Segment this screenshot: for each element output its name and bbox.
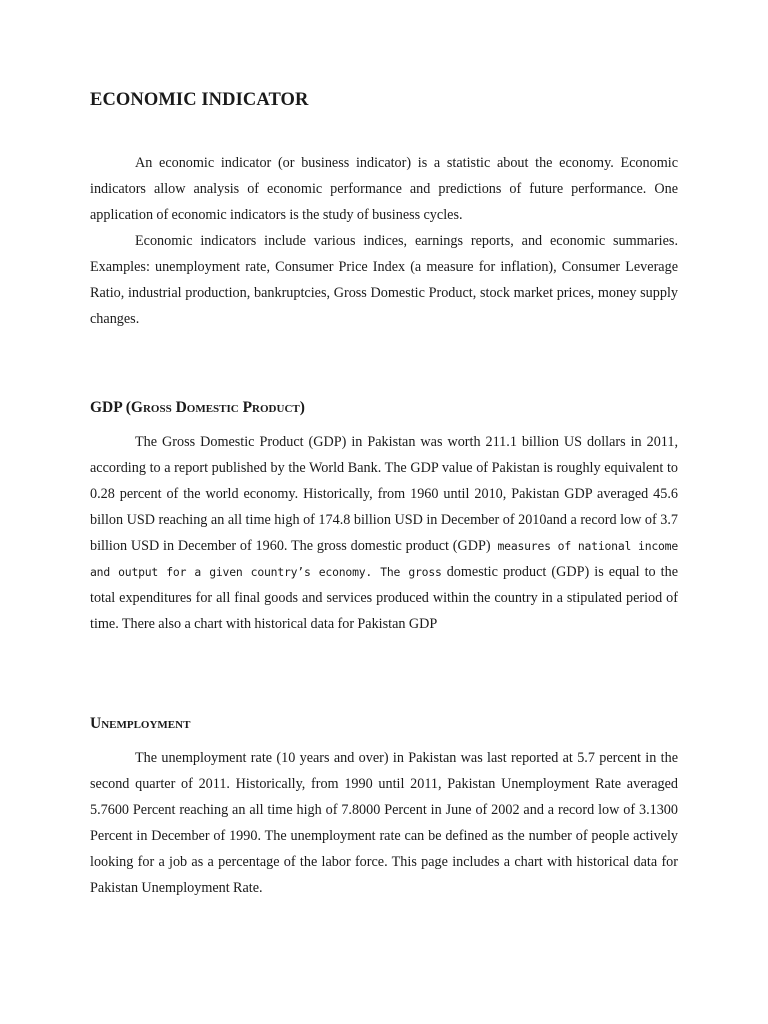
gdp-heading: GDP (Gross Domestic Product) [90, 399, 305, 416]
intro-section [90, 150, 678, 332]
gdp-paragraph [90, 429, 678, 637]
unemployment-paragraph: The unemployment rate (10 years and over) in Pakistan was last reported at 5.7 percent in the second quarter of 2011. Historically, from 1990 until 2011, Pakistan Unemployment Rate averaged 5.7600 Percent reaching an all time high of 7.8000 Percent in June of 2002 and a record low of 3.1300 Percent in December of 1990. The unemployment rate can be defined as the number of people actively looking for a job as a percentage of the labor force. This page includes a chart with historical data for Pakistan Unemployment Rate. [90, 750, 678, 896]
unemployment-section [90, 714, 678, 901]
gdp-text-part-3: domestic product (GDP) is equal to the total expenditures for all final goods and services produced within the country in a stipulated period of time. There also a chart with historical data for Pakistan GDP [90, 564, 678, 632]
gdp-text-part-2: measures of national income and output for a given country’s economy. The gross [90, 539, 679, 579]
gdp-section [90, 398, 678, 637]
intro-paragraph-2: Economic indicators include various indices, earnings reports, and economic summaries. Examples: unemployment rate, Consumer Price Index (a measure for inflation), Consumer Leverage Ratio, industrial production, bankruptcies, Gross Domestic Product, stock market prices, money supply changes. [90, 233, 678, 327]
document-title: ECONOMIC INDICATOR [90, 90, 309, 110]
intro-paragraph-1: An economic indicator (or business indicator) is a statistic about the economy. Economic indicators allow analysis of economic performance and predictions of future performance. One application of economic indicators is the study of business cycles. [90, 155, 678, 223]
gdp-text-part-1: The Gross Domestic Product (GDP) in Pakistan was worth 211.1 billion US dollars in 2011, according to a report published by the World Bank. The GDP value of Pakistan is roughly equivalent to 0.28 percent of the world economy. Historically, from 1960 until 2010, Pakistan GDP averaged 45.6 billon USD reaching an all time high of 174.8 billion USD in December of 2010and a record low of 3.7 billion USD in December of 1960. The gross domestic product (GDP) [90, 434, 678, 554]
unemployment-heading: Unemployment [90, 715, 191, 732]
